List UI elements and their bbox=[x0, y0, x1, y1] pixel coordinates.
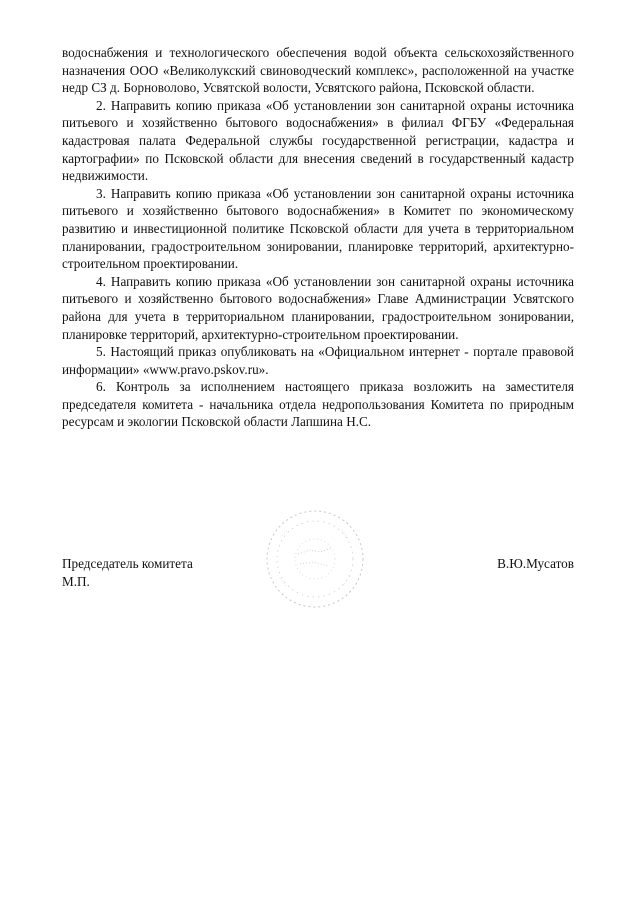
paragraph-item-5: 5. Настоящий приказ опубликовать на «Официальном интернет - портале правовой информации» «www.pravo.pskov.ru». bbox=[62, 344, 574, 377]
position-title: Председатель комитета bbox=[62, 556, 193, 571]
signatory-position bbox=[62, 555, 193, 590]
paragraph-item-6: 6. Контроль за исполнением настоящего приказа возложить на заместителя председателя комитета - начальника отдела недропользования Комитета по природным ресурсам и экологии Псковской области Лапшина Н.С. bbox=[62, 379, 574, 430]
signatory-name: В.Ю.Мусатов bbox=[497, 556, 574, 571]
signature-block bbox=[62, 555, 574, 595]
paragraph-intro-continuation: водоснабжения и технологического обеспечения водой объекта сельскохозяйственного назначения ООО «Великолукский свиноводческий комплекс», расположенной на участке недр СЗ д. Борноволово, Усвятской волости, Усвятского района, Псковской области. bbox=[62, 45, 574, 96]
document-body bbox=[62, 44, 574, 431]
paragraph-item-3: 3. Направить копию приказа «Об установлении зон санитарной охраны источника питьевого и хозяйственно бытового водоснабжения» в Комитет по экономическому развитию и инвестиционной политике Псковской области для учета в территориальном планировании, градостроительном зонировании, планировке территорий, архитектурно-строительном проектировании. bbox=[62, 185, 574, 272]
paragraph-item-4: 4. Направить копию приказа «Об установлении зон санитарной охраны источника питьевого и хозяйственно бытового водоснабжения» Главе Администрации Усвятского района для учета в территориальном планировании, градостроительном зонировании, планировке территорий, архитектурно-строительном проектировании. bbox=[62, 273, 574, 342]
paragraph-item-2: 2. Направить копию приказа «Об установлении зон санитарной охраны источника питьевого и хозяйственно бытового водоснабжения» в филиал ФГБУ «Федеральная кадастровая палата Федеральной службы государственной регистрации, кадастра и картографии» по Псковской области для внесения сведений в государственный кадастр недвижимости. bbox=[62, 97, 574, 184]
seal-place-mark: М.П. bbox=[62, 573, 90, 589]
